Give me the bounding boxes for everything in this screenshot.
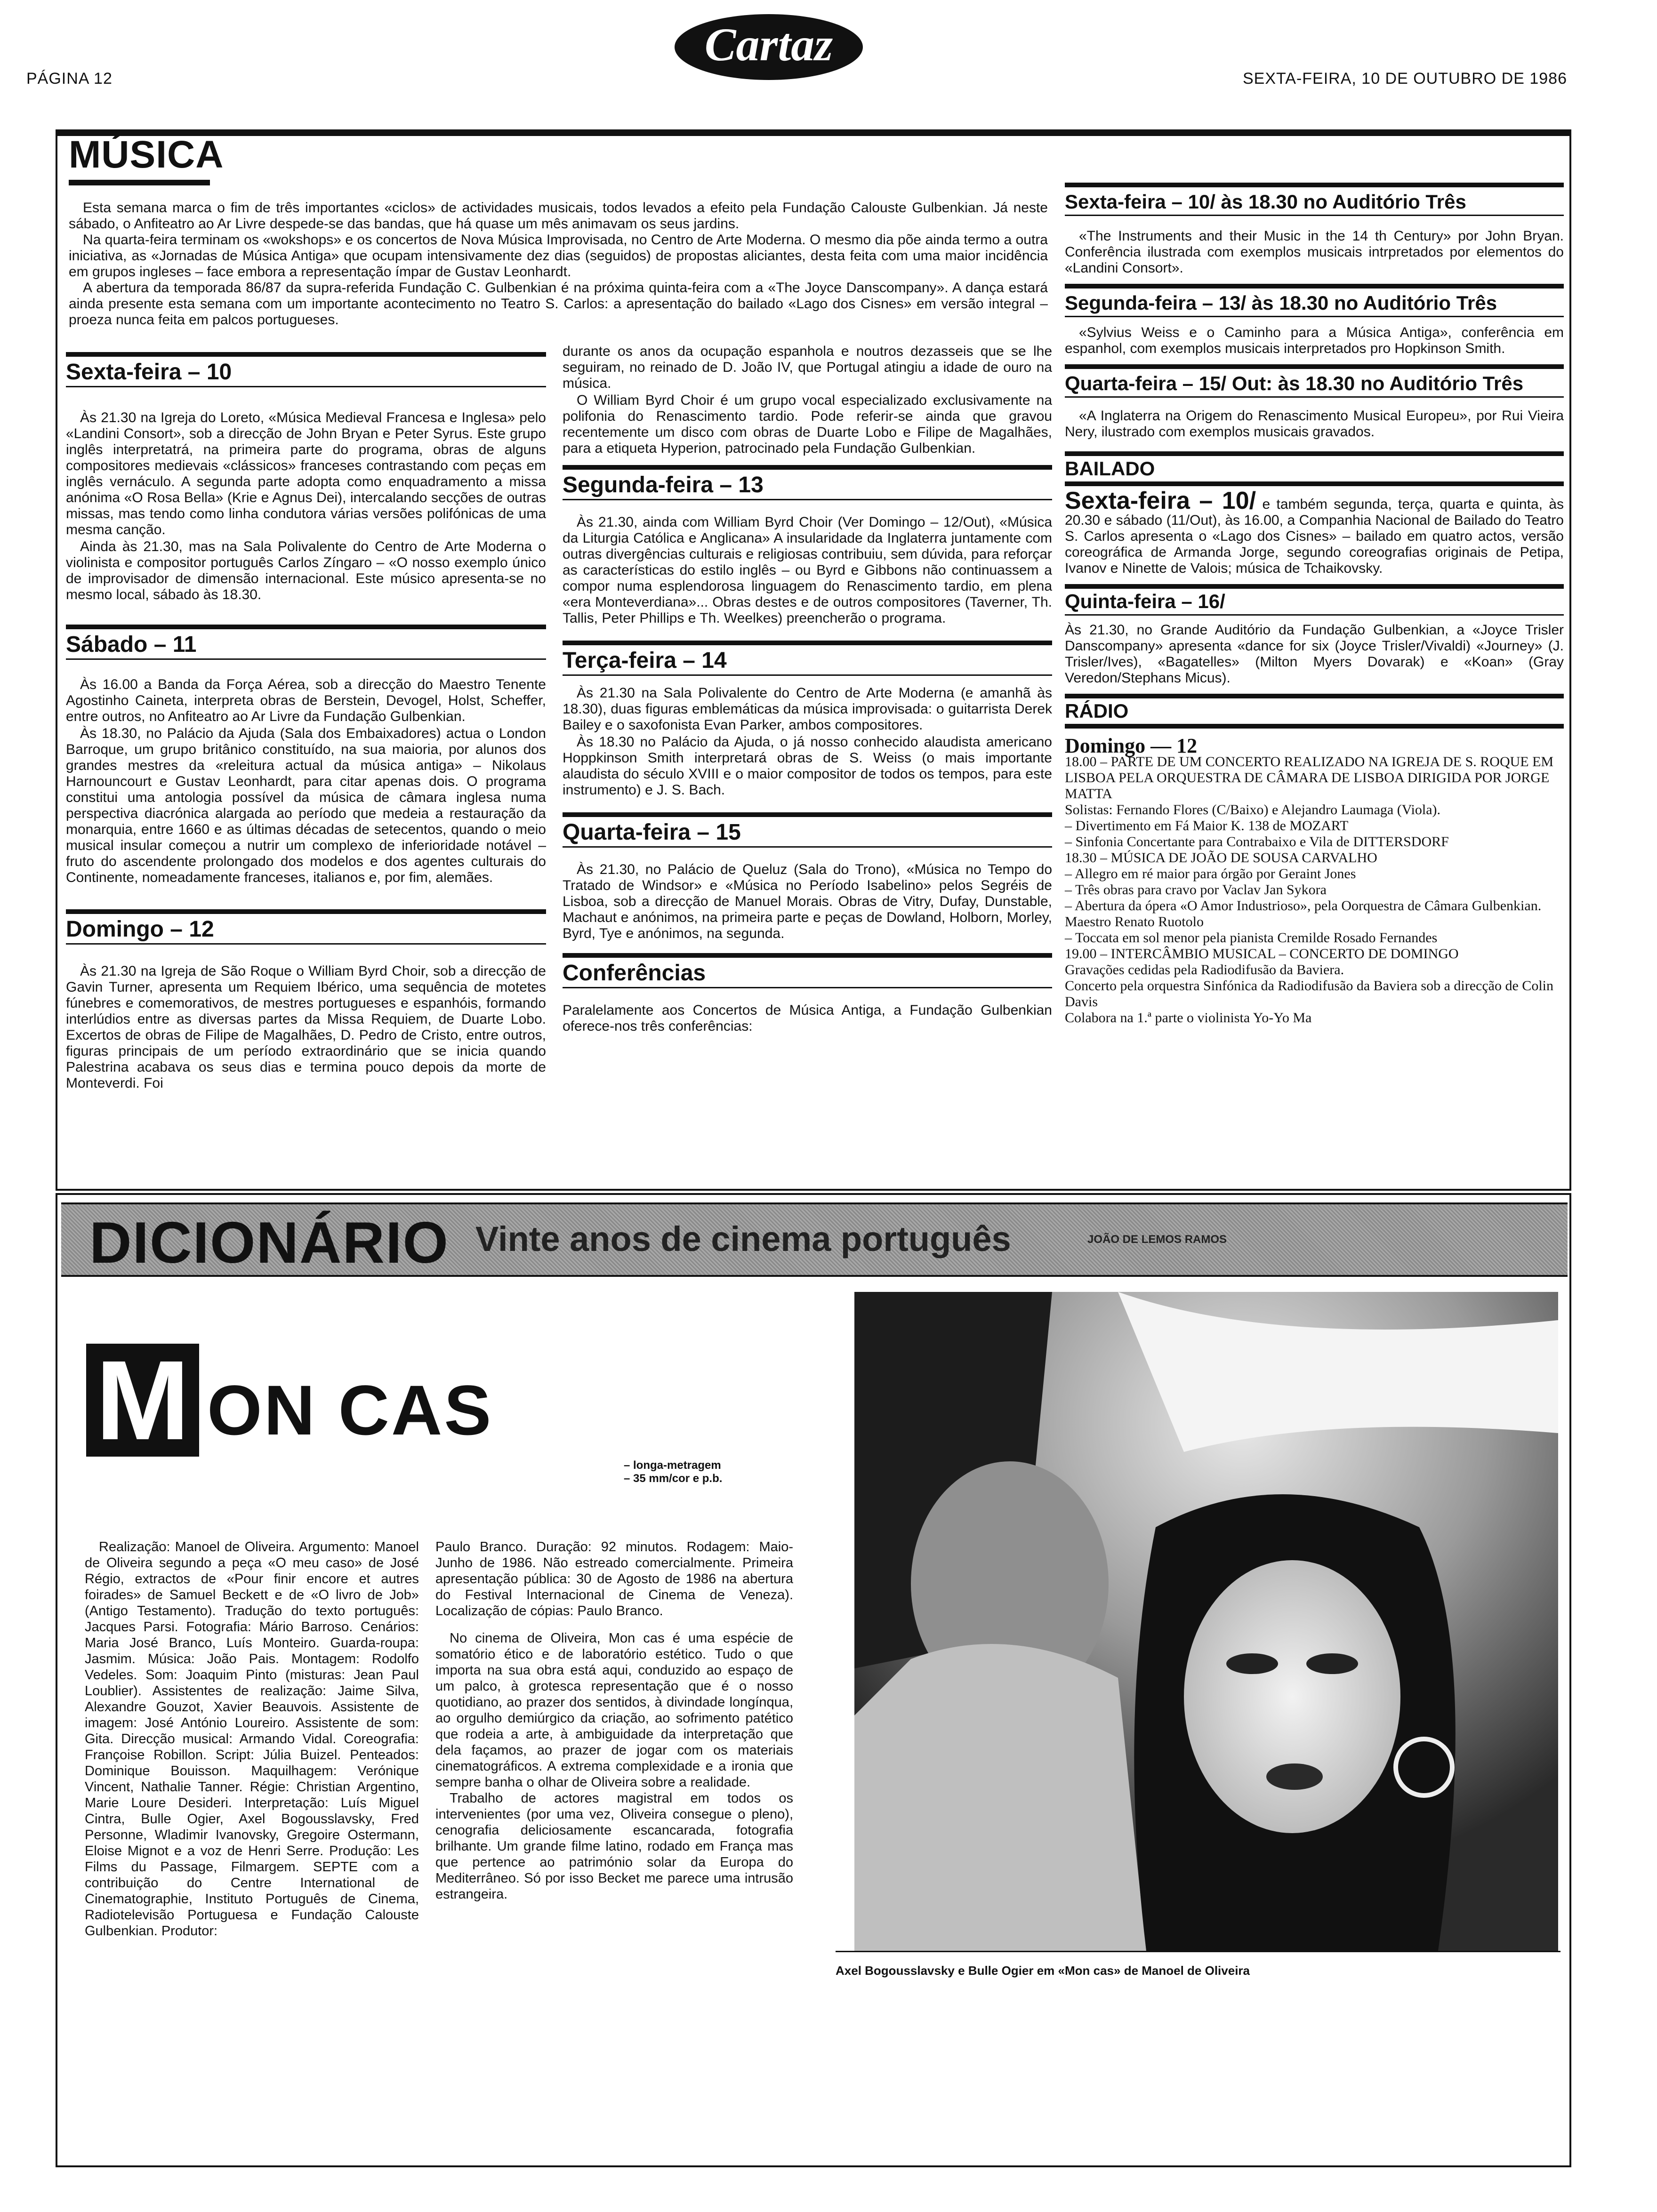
- review-paragraph: Trabalho de actores magistral em todos os intervenientes (por uma vez, Oliveira consegue o pleno), cenografia deliciosamente escancarada, fotografia brilhante. Um grande filme latino, rodado em França mas que pertence ao património solar da Europa do Mediterrâneo. Só por isso Becket me parece uma intrusão estrangeira.: [435, 1791, 793, 1902]
- credits: Realização: Manoel de Oliveira. Argumento: Manoel de Oliveira segundo a peça «O meu caso» de José Régio, extractos de «Pour finir encore et autres foirades» de Samuel Beckett e de «O livro de Job» (Antigo Testamento). Tradução do texto português: Jacques Parsi. Fotografia: Mário Barroso. Cenários: Maria José Branco, Luís Monteiro. Guarda-roupa: Jasmim. Música: João Pais. Montagem: Rodolfo Vedeles. Som: Joaquim Pinto (misturas: Jean Paul Loublier). Assistentes de realização: Jaime Silva, Alexandre Gouzot, Xavier Beauvois. Assistente de imagem: José António Loureiro. Assistente de som: Gita. Direcção musical: Armando Vidal. Coreografia: Françoise Robillon. Script: Júlia Buizel. Penteados: Dominique Bouisson. Maquilhagem: Verónique Vincent, Nathalie Tanner. Régie: Christian Argentino, Marie Loure Desideri. Interpretação: Luís Miguel Cintra, Bulle Ogier, Axel Bogousslavsky, Fred Personne, Wladimir Ivanovsky, Gregoire Ostermann, Eloise Mignot e a voz de Henri Serre. Produção: Les Films du Passage, Filmargem. SEPTE com a contribuição do Centre International de Cinematographie, Instituto Português de Cinema, Radiotelevisão Portuguesa e Fundação Calouste Gulbenkian. Produtor:: [85, 1539, 419, 1939]
- dicionario-author: JOÃO DE LEMOS RAMOS: [1087, 1233, 1227, 1246]
- review-column: [435, 1539, 793, 1902]
- paragraph: Às 21.30 na Sala Polivalente do Centro de Arte Moderna (e amanhã às 18.30), duas figuras emblemáticas da música improvisada: o guitarrista Derek Bailey e o saxofonista Evan Parker, ambos compositores.: [563, 685, 1052, 733]
- heading-quarta: Quarta-feira – 15: [563, 820, 741, 845]
- intro-paragraph: A abertura da temporada 86/87 da supra-referida Fundação C. Gulbenkian é na próxima quinta-feira com a «The Joyce Danscompany». A dança estará ainda presente esta semana com um importante acontecimento no Teatro S. Carlos: a apresentação do bailado «Lago dos Cisnes» em versão integral – proeza nunca feita em palcos portugueses.: [69, 280, 1048, 328]
- paragraph: Às 18.30 no Palácio da Ajuda, o já nosso conhecido alaudista americano Hoppkinson Smith interpretará obras de S. Weiss (o mais importante alaudista do século XVIII e o maior compositor de todos os tempos, para este instrumento) e J. S. Bach.: [563, 734, 1052, 798]
- rule: [563, 846, 1052, 848]
- rule: [1065, 694, 1564, 698]
- rule: [1065, 724, 1564, 729]
- rule: [66, 352, 546, 357]
- intro-paragraph: Esta semana marca o fim de três importantes «ciclos» de actividades musicais, todos levados a efeito pela Fundação Calouste Gulbenkian. Já neste sábado, o Anfiteatro ao Ar Livre despede-se das bandas, que há quase um mês animavam os seus jardins.: [69, 200, 1048, 232]
- heading-conf-segunda: Segunda-feira – 13/ às 18.30 no Auditório Três: [1065, 292, 1497, 314]
- musica-column-1: [66, 352, 546, 1092]
- rule: [1065, 584, 1564, 589]
- radio-line: 18.30 – MÚSICA DE JOÃO DE SOUSA CARVALHO: [1065, 850, 1377, 866]
- rule: [66, 658, 546, 660]
- rule: [66, 386, 546, 387]
- paragraph: Às 21.30 na Igreja de São Roque o William Byrd Choir, sob a direcção de Gavin Turner, apresenta um Requiem Ibérico, uma sequência de motetes fúnebres e comemorativos, de mestres portugueses e espanhóis, formando interlúdios entre as diversas partes da Missa Requiem, de Duarte Lobo. Excertos de obras de Filipe de Magalhães, D. Pedro de Cristo, entre outros, figuras principais de um período extraordinário que se inicia quando Palestrina acabava os seus dias e termina pouco depois da morte de Monteverdi. Foi: [66, 963, 546, 1091]
- radio-line: – Sinfonia Concertante para Contrabaixo e Vila de DITTERSDORF: [1065, 834, 1449, 850]
- bailado-text: e também segunda, terça, quarta e quinta, às 20.30 e sábado (11/Out), às 16.00, a Companhia Nacional de Bailado do Teatro S. Carlos apresenta o «Lago dos Cisnes» – bailado em quatro actos, versão coreográfica de Armanda Jorge, segundo coreografias originais de Petipa, Ivanov e Ninette de Valois; música de Tchaikovsky.: [1065, 497, 1564, 576]
- dicionario-title: DICIONÁRIO: [89, 1210, 449, 1275]
- photo-caption: [836, 1951, 1560, 1990]
- paragraph: Às 21.30 na Igreja do Loreto, «Música Medieval Francesa e Inglesa» pelo «Landini Consort», sob a direcção de John Bryan e Peter Syrus. Este grupo inglês interpretatrá, na primeira parte do programa, obras de alguns compositores medievais «clássicos» franceses contrastando com peças em inglês vernáculo. A segunda parte adopta como enquadramento a missa anónima «O Rosa Bella» (Krie e Agnus Dei), intercalando secções de outras missas, mas tendo como linha condutora várias versões polifónicas de uma mesma canção.: [66, 410, 546, 537]
- rule: [66, 943, 546, 945]
- film-still-photo: [854, 1292, 1558, 1951]
- rule: [563, 953, 1052, 958]
- meta-line: – longa-metragem: [624, 1459, 721, 1472]
- musica-column-3: [1065, 183, 1564, 1026]
- rule: [1065, 451, 1564, 456]
- rule: [1065, 316, 1564, 317]
- heading-quinta: Quinta-feira – 16/: [1065, 590, 1225, 612]
- rule: [563, 641, 1052, 645]
- page-number: PÁGINA 12: [26, 70, 113, 88]
- heading-conf-sexta: Sexta-feira – 10/ às 18.30 no Auditório Três: [1065, 191, 1466, 213]
- radio-line: – Abertura da ópera «O Amor Industrioso», pela Oorquestra de Câmara Gulbenkian. Maestro Renato Ruotolo: [1065, 898, 1542, 930]
- radio-line: – Allegro em ré maior para órgão por Geraint Jones: [1065, 866, 1356, 882]
- title-underline: [69, 180, 210, 185]
- rule: [1065, 396, 1564, 398]
- meta-line: – 35 mm/cor e p.b.: [624, 1472, 723, 1485]
- credits-continued: Paulo Branco. Duração: 92 minutos. Rodagem: Maio-Junho de 1986. Não estreado comercialmente. Primeira apresentação pública: 30 de Agosto de 1986 na abertura do Festival Internacional de Cinema de Veneza). Localização de cópias: Paulo Branco.: [435, 1539, 793, 1619]
- paragraph: «A Inglaterra na Origem do Renascimento Musical Europeu», por Rui Vieira Nery, ilustrado com exemplos musicais gravados.: [1065, 408, 1564, 440]
- rule: [1065, 364, 1564, 369]
- radio-line: – Três obras para cravo por Vaclav Jan Sykora: [1065, 882, 1327, 898]
- rule: [1065, 614, 1564, 616]
- musica-column-2: [563, 344, 1052, 1035]
- intro-paragraph: Na quarta-feira terminam os «wokshops» e os concertos de Nova Música Improvisada, no Centro de Arte Moderna. O mesmo dia põe ainda termo a outra iniciativa, as «Jornadas de Música Antiga» que ocupam intensivamente dez dias (seguidos) de propostas aliciantes, desta feita com uma maior incidência em grupos ingleses – face embora a representação ímpar de Gustav Leonhardt.: [69, 232, 1048, 280]
- radio-line: – Divertimento em Fá Maior K. 138 de MOZART: [1065, 818, 1349, 834]
- page-date: SEXTA-FEIRA, 10 DE OUTUBRO DE 1986: [1243, 70, 1567, 88]
- paragraph: «Sylvius Weiss e o Caminho para a Música Antiga», conferência em espanhol, com exemplos musicais interpretados pro Hopkinson Smith.: [1065, 325, 1564, 356]
- heading-sexta: Sexta-feira – 10: [66, 360, 232, 385]
- caption-text: Axel Bogousslavsky e Bulle Ogier em «Mon cas» de Manoel de Oliveira: [836, 1964, 1250, 1978]
- radio-line: – Toccata em sol menor pela pianista Cremilde Rosado Fernandes: [1065, 930, 1438, 946]
- rule: [563, 987, 1052, 988]
- paragraph: Às 21.30, no Grande Auditório da Fundação Gulbenkian, a «Joyce Trisler Danscompany» apresenta «dance for six (Joyce Trisler/Vivaldi) «Journey» (J. Trisler/Ives), «Bagatelles» (Milton Myers Dovarak) e «Koan» (Gray Veredon/Stephans Micus).: [1065, 622, 1564, 686]
- paragraph: Às 21.30, ainda com William Byrd Choir (Ver Domingo – 12/Out), «Música da Liturgia Católica e Anglicana» A insularidade da Inglaterra juntamente com outras divergências culturais e religiosas contribuiu, sem dúvida, para reforçar as características do estilo inglês – ou Byrd e Gibbons não continuassem a compor numa esplendorosa linguagem do Renascimento tardio, em plena «era Monteverdiana»... Obras destes e de outros compositores (Taverner, Th. Tallis, Peter Phillips e Th. Weelkes) preencherão o programa.: [563, 514, 1052, 626]
- paragraph: Paralelamente aos Concertos de Música Antiga, a Fundação Gulbenkian oferece-nos três conferências:: [563, 1002, 1052, 1034]
- radio-day: Domingo — 12: [1065, 734, 1198, 757]
- radio-line: 18.00 – PARTE DE UM CONCERTO REALIZADO NA IGREJA DE S. ROQUE EM LISBOA PELA ORQUESTRA DE CÂMARA DE LISBOA DIRIGIDA POR JORGE MATTA: [1065, 754, 1554, 801]
- paragraph: Às 16.00 a Banda da Força Aérea, sob a direcção do Maestro Tenente Agostinho Caineta, interpreta obras de Berstein, Devogel, Holst, Scheffer, entre outros, no Anfiteatro ao Ar Livre da Fundação Gulbenkian.: [66, 677, 546, 724]
- cartaz-logo: [668, 5, 870, 85]
- heading-conferencias: Conferências: [563, 961, 706, 986]
- rule: [563, 465, 1052, 470]
- section-title-musica: MÚSICA: [69, 133, 224, 176]
- rule: [66, 625, 546, 629]
- paragraph: durante os anos da ocupação espanhola e noutros dezasseis que se lhe seguiram, no reinado de D. João IV, que Portugal atingiu a idade de ouro na música.: [563, 344, 1052, 391]
- rule: [563, 674, 1052, 676]
- musica-intro: [69, 200, 1048, 328]
- rule: [1065, 481, 1564, 486]
- rule: [1065, 284, 1564, 289]
- bailado-date: Sexta-feira – 10/: [1065, 487, 1256, 514]
- paragraph: Às 18.30, no Palácio da Ajuda (Sala dos Embaixadores) actua o London Barroque, um grupo britânico constituído, na sua maioria, por alunos dos grandes mestres da «releitura actual da música antiga» – Nikolaus Harnouncourt e Gustav Leonhardt, para citar apenas dois. O programa constitui uma antologia possível da música de câmara inglesa numa perspectiva diacrónica alargada ao período que medeia a restauração da monarquia, entre 1660 e as últimas décadas de setecentos, quando o meio musical insular começou a nutrir um complexo de inferioridade notável – fruto do ascendente prolongado dos modelos e dos agentes culturais do Continente, nomeadamente franceses, italianos e, por fim, alemães.: [66, 726, 546, 885]
- heading-terca: Terça-feira – 14: [563, 648, 727, 673]
- paragraph: O William Byrd Choir é um grupo vocal especializado exclusivamente na polifonia do Renascimento tardio. Pode referir-se ainda que gravou recentemente um disco com obras de Duarte Lobo e Filipe de Magalhães, para a etiqueta Hyperion, patrocinado pela Fundação Gulbenkian.: [563, 393, 1052, 456]
- rule: [563, 812, 1052, 817]
- heading-segunda: Segunda-feira – 13: [563, 473, 764, 497]
- radio-line: Concerto pela orquestra Sinfónica da Radiodifusão da Baviera sob a direcção de Colin Davis: [1065, 978, 1553, 1010]
- heading-bailado: BAILADO: [1065, 457, 1155, 480]
- film-meta: [624, 1459, 722, 1485]
- initial-letter: M: [86, 1344, 199, 1457]
- rule: [66, 909, 546, 914]
- radio-listing: [1065, 754, 1564, 1026]
- heading-conf-quarta: Quarta-feira – 15/ Out: às 18.30 no Auditório Três: [1065, 372, 1524, 394]
- paragraph: Às 21.30, no Palácio de Queluz (Sala do Trono), «Música no Tempo do Tratado de Windsor» e «Música no Período Isabelino» pelos Segréis de Lisboa, sob a direcção de Manuel Morais. Obras de Vitry, Dufay, Dunstable, Machaut e anónimos, na primeira parte e peças de Dowland, Holborn, Morley, Byrd, Tye e anónimos, na segunda.: [563, 862, 1052, 941]
- radio-line: 19.00 – INTERCÂMBIO MUSICAL – CONCERTO DE DOMINGO: [1065, 946, 1459, 962]
- dicionario-subtitle: Vinte anos de cinema português: [475, 1219, 1011, 1258]
- rule: [1065, 183, 1564, 187]
- credits-column: [85, 1539, 419, 1939]
- rule: [563, 499, 1052, 500]
- paragraph: «The Instruments and their Music in the 14 th Century» por John Bryan. Conferência ilustrada com exemplos musicais intrpretados por elementos do «Landini Consort».: [1065, 228, 1564, 276]
- film-title: ON CAS: [207, 1370, 493, 1450]
- rule: [1065, 215, 1564, 216]
- radio-line: Colabora na 1.ª parte o violinista Yo-Yo Ma: [1065, 1010, 1312, 1026]
- heading-radio: RÁDIO: [1065, 700, 1129, 722]
- review-paragraph: No cinema de Oliveira, Mon cas é uma espécie de somatório ético e de laboratório estético. Tudo o que importa na sua obra está aqui, conduzido ao espaço de um palco, à grotesca representação que é o nosso quotidiano, ao prazer dos sentidos, à divindade longínqua, ao orgulho demiúrgico da criação, ao sofrimento patético que rodeia a arte, à ambiguidade da interpretação que dela façamos, ao prazer de jogar com os materiais cinematográficos. A extrema complexidade e a ironia que sempre banha o olhar de Oliveira sobre a realidade.: [435, 1631, 793, 1790]
- radio-line: Solistas: Fernando Flores (C/Baixo) e Alejandro Laumaga (Viola).: [1065, 802, 1441, 817]
- heading-domingo: Domingo – 12: [66, 917, 214, 942]
- radio-line: Gravações cedidas pela Radiodifusão da Baviera.: [1065, 962, 1344, 978]
- paragraph: Ainda às 21.30, mas na Sala Polivalente do Centro de Arte Moderna o violinista e compositor português Carlos Zíngaro – «O nosso exemplo único de improvisador de dimensão internacional. Este músico apresenta-se no mesmo local, sábado às 18.30.: [66, 539, 546, 602]
- logo-text: Cartaz: [704, 18, 833, 71]
- heading-sabado: Sábado – 11: [66, 632, 197, 657]
